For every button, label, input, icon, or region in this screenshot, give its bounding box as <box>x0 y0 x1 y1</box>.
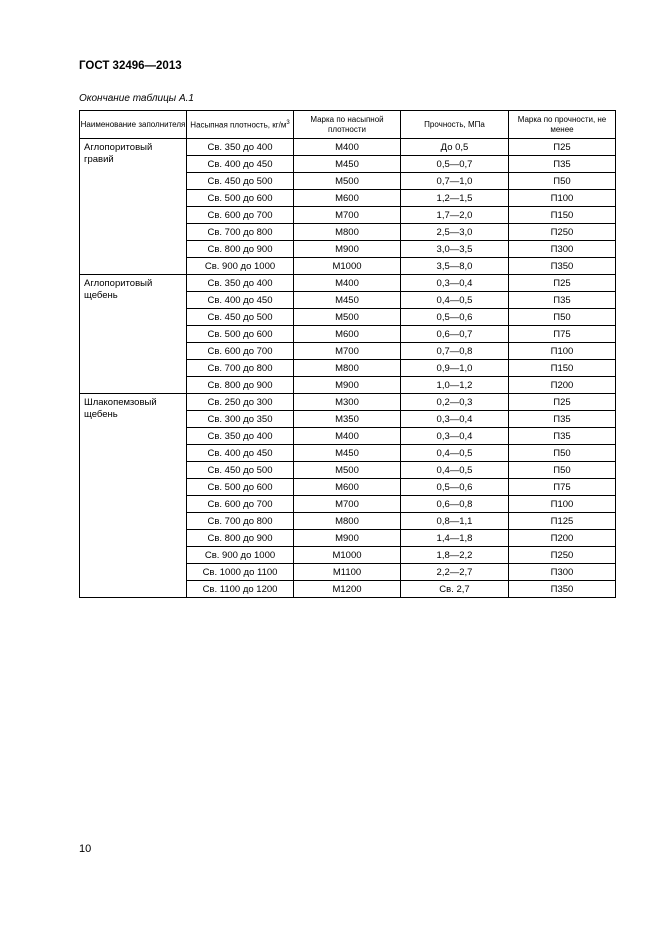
density-grade-cell: М900 <box>294 530 401 547</box>
bulk-density-cell: Св. 450 до 500 <box>187 462 294 479</box>
strength-grade-cell: П25 <box>509 139 616 156</box>
bulk-density-cell: Св. 500 до 600 <box>187 479 294 496</box>
strength-grade-cell: П150 <box>509 360 616 377</box>
table-body <box>80 139 616 598</box>
density-grade-cell: М900 <box>294 377 401 394</box>
strength-grade-cell: П35 <box>509 292 616 309</box>
strength-grade-cell: П50 <box>509 445 616 462</box>
bulk-density-cell: Св. 800 до 900 <box>187 241 294 258</box>
table-caption: Окончание таблицы А.1 <box>79 93 194 104</box>
density-grade-cell: М500 <box>294 173 401 190</box>
strength-grade-cell: П35 <box>509 428 616 445</box>
strength-grade-cell: П100 <box>509 190 616 207</box>
bulk-density-cell: Св. 250 до 300 <box>187 394 294 411</box>
strength-cell: Св. 2,7 <box>401 581 509 598</box>
strength-cell: 0,5—0,7 <box>401 156 509 173</box>
strength-grade-cell: П50 <box>509 173 616 190</box>
strength-cell: 1,8—2,2 <box>401 547 509 564</box>
density-grade-cell: М800 <box>294 360 401 377</box>
strength-grade-cell: П300 <box>509 564 616 581</box>
bulk-density-label: Насыпная плотность, кг/м <box>190 120 287 130</box>
table-row <box>80 275 616 292</box>
density-grade-cell: М700 <box>294 343 401 360</box>
strength-grade-cell: П300 <box>509 241 616 258</box>
bulk-density-cell: Св. 700 до 800 <box>187 360 294 377</box>
aggregate-name-cell: Аглопоритовый гравий <box>80 139 187 275</box>
material-properties-table <box>79 110 616 598</box>
bulk-density-cell: Св. 400 до 450 <box>187 292 294 309</box>
strength-grade-cell: П75 <box>509 479 616 496</box>
strength-grade-cell: П25 <box>509 275 616 292</box>
strength-cell: 0,2—0,3 <box>401 394 509 411</box>
strength-grade-cell: П100 <box>509 343 616 360</box>
density-grade-cell: М600 <box>294 190 401 207</box>
density-grade-cell: М300 <box>294 394 401 411</box>
strength-grade-cell: П250 <box>509 547 616 564</box>
bulk-density-cell: Св. 400 до 450 <box>187 445 294 462</box>
density-grade-cell: М500 <box>294 462 401 479</box>
density-grade-cell: М700 <box>294 207 401 224</box>
density-grade-cell: М500 <box>294 309 401 326</box>
density-grade-cell: М1100 <box>294 564 401 581</box>
density-grade-cell: М800 <box>294 224 401 241</box>
table-row <box>80 394 616 411</box>
strength-cell: 0,6—0,8 <box>401 496 509 513</box>
bulk-density-cell: Св. 500 до 600 <box>187 190 294 207</box>
density-grade-cell: М700 <box>294 496 401 513</box>
strength-cell: 0,7—1,0 <box>401 173 509 190</box>
bulk-density-cell: Св. 500 до 600 <box>187 326 294 343</box>
bulk-density-cell: Св. 300 до 350 <box>187 411 294 428</box>
strength-cell: 0,4—0,5 <box>401 462 509 479</box>
page-number: 10 <box>79 843 92 855</box>
bulk-density-cell: Св. 900 до 1000 <box>187 547 294 564</box>
strength-cell: 2,2—2,7 <box>401 564 509 581</box>
strength-grade-cell: П50 <box>509 462 616 479</box>
strength-grade-cell: П35 <box>509 411 616 428</box>
density-grade-cell: М450 <box>294 292 401 309</box>
bulk-density-cell: Св. 700 до 800 <box>187 513 294 530</box>
strength-cell: 3,0—3,5 <box>401 241 509 258</box>
density-grade-cell: М1200 <box>294 581 401 598</box>
density-grade-cell: М400 <box>294 275 401 292</box>
bulk-density-cell: Св. 600 до 700 <box>187 207 294 224</box>
strength-cell: 0,5—0,6 <box>401 309 509 326</box>
document-title: ГОСТ 32496—2013 <box>79 60 182 72</box>
strength-cell: 2,5—3,0 <box>401 224 509 241</box>
strength-cell: До 0,5 <box>401 139 509 156</box>
strength-cell: 1,4—1,8 <box>401 530 509 547</box>
table-row <box>80 139 616 156</box>
column-header-strength-grade: Марка по прочности, не менее <box>509 111 616 139</box>
strength-grade-cell: П100 <box>509 496 616 513</box>
column-header-aggregate-name: Наименование заполнителя <box>80 111 187 139</box>
column-header-bulk-density <box>187 111 294 139</box>
strength-grade-cell: П200 <box>509 530 616 547</box>
strength-grade-cell: П35 <box>509 156 616 173</box>
density-grade-cell: М1000 <box>294 258 401 275</box>
strength-grade-cell: П200 <box>509 377 616 394</box>
density-grade-cell: М400 <box>294 139 401 156</box>
bulk-density-cell: Св. 1000 до 1100 <box>187 564 294 581</box>
bulk-density-cell: Св. 600 до 700 <box>187 343 294 360</box>
density-grade-cell: М900 <box>294 241 401 258</box>
strength-cell: 0,3—0,4 <box>401 411 509 428</box>
strength-cell: 1,7—2,0 <box>401 207 509 224</box>
bulk-density-cell: Св. 350 до 400 <box>187 275 294 292</box>
bulk-density-cell: Св. 1100 до 1200 <box>187 581 294 598</box>
table-header-row <box>80 111 616 139</box>
unit-exponent: 3 <box>286 120 290 127</box>
bulk-density-cell: Св. 600 до 700 <box>187 496 294 513</box>
strength-grade-cell: П350 <box>509 258 616 275</box>
strength-cell: 0,3—0,4 <box>401 275 509 292</box>
density-grade-cell: М600 <box>294 326 401 343</box>
column-header-density-grade: Марка по насыпной плотности <box>294 111 401 139</box>
density-grade-cell: М350 <box>294 411 401 428</box>
strength-cell: 0,4—0,5 <box>401 445 509 462</box>
strength-cell: 0,5—0,6 <box>401 479 509 496</box>
strength-grade-cell: П125 <box>509 513 616 530</box>
strength-grade-cell: П75 <box>509 326 616 343</box>
strength-grade-cell: П150 <box>509 207 616 224</box>
strength-cell: 0,7—0,8 <box>401 343 509 360</box>
density-grade-cell: М400 <box>294 428 401 445</box>
strength-cell: 0,9—1,0 <box>401 360 509 377</box>
bulk-density-cell: Св. 350 до 400 <box>187 139 294 156</box>
bulk-density-cell: Св. 900 до 1000 <box>187 258 294 275</box>
aggregate-name-cell: Шлакопемзовый щебень <box>80 394 187 598</box>
density-grade-cell: М1000 <box>294 547 401 564</box>
strength-cell: 0,6—0,7 <box>401 326 509 343</box>
bulk-density-cell: Св. 450 до 500 <box>187 173 294 190</box>
strength-cell: 1,0—1,2 <box>401 377 509 394</box>
bulk-density-cell: Св. 450 до 500 <box>187 309 294 326</box>
strength-grade-cell: П50 <box>509 309 616 326</box>
strength-cell: 0,3—0,4 <box>401 428 509 445</box>
strength-grade-cell: П25 <box>509 394 616 411</box>
strength-cell: 3,5—8,0 <box>401 258 509 275</box>
bulk-density-cell: Св. 800 до 900 <box>187 530 294 547</box>
strength-grade-cell: П250 <box>509 224 616 241</box>
strength-cell: 0,8—1,1 <box>401 513 509 530</box>
density-grade-cell: М600 <box>294 479 401 496</box>
bulk-density-cell: Св. 700 до 800 <box>187 224 294 241</box>
bulk-density-cell: Св. 350 до 400 <box>187 428 294 445</box>
density-grade-cell: М450 <box>294 445 401 462</box>
strength-grade-cell: П350 <box>509 581 616 598</box>
aggregate-name-cell: Аглопоритовый щебень <box>80 275 187 394</box>
strength-cell: 0,4—0,5 <box>401 292 509 309</box>
density-grade-cell: М450 <box>294 156 401 173</box>
bulk-density-cell: Св. 400 до 450 <box>187 156 294 173</box>
column-header-strength: Прочность, МПа <box>401 111 509 139</box>
bulk-density-cell: Св. 800 до 900 <box>187 377 294 394</box>
strength-cell: 1,2—1,5 <box>401 190 509 207</box>
density-grade-cell: М800 <box>294 513 401 530</box>
